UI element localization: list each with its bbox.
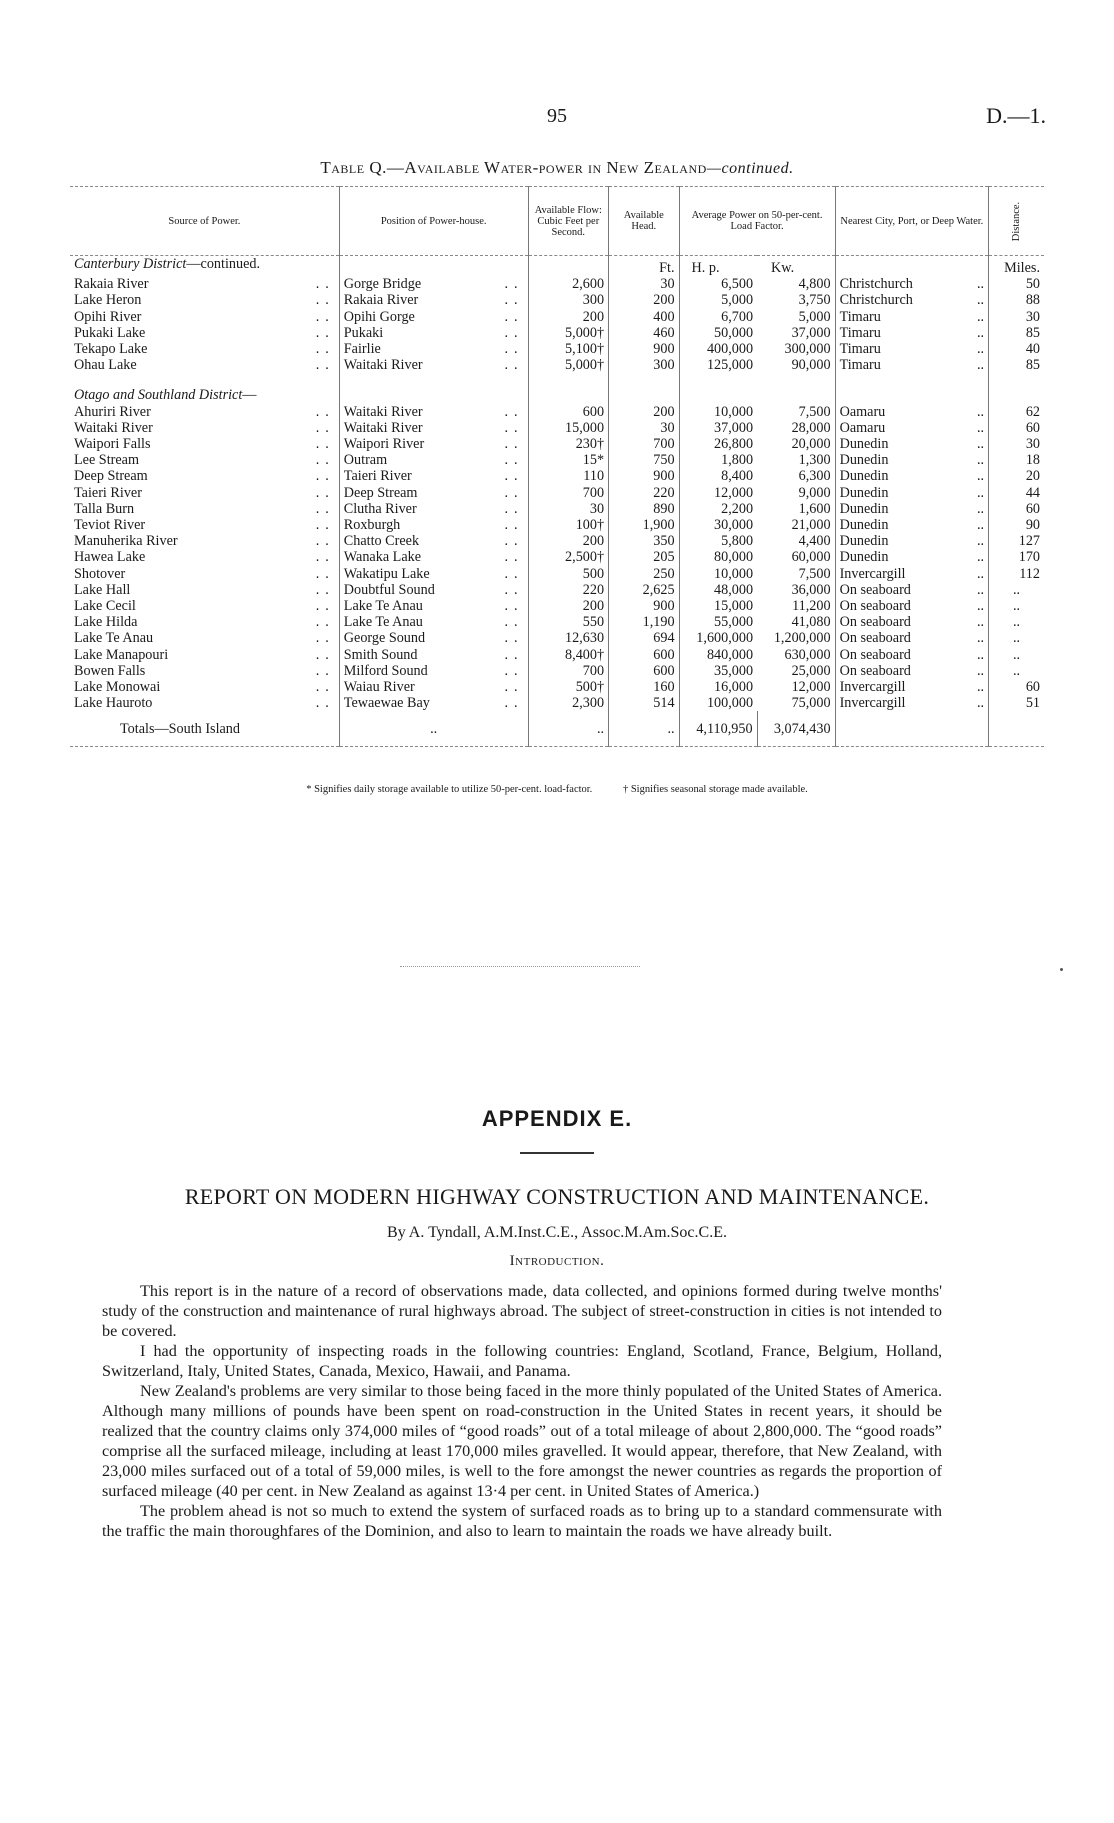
power-house-position: Wakatipu Lake ..: [339, 566, 528, 582]
paragraph-2: I had the opportunity of inspecting roads in the following countries: England, Scotland, France, Belgium, Holland, Switzerland, Italy, United States, Canada, Mexico, Hawaii, and Panama.: [102, 1342, 942, 1380]
available-flow: 700: [528, 485, 609, 501]
table-row: [70, 404, 1044, 420]
distance-miles: ..: [989, 630, 1044, 646]
power-hp: 6,700: [679, 309, 757, 325]
table-row: [70, 485, 1044, 501]
power-hp: 5,800: [679, 533, 757, 549]
col-header-flow: Available Flow: Cubic Feet per Second.: [528, 187, 609, 256]
page-number: 95: [547, 105, 567, 127]
power-kw: 20,000: [791, 436, 831, 453]
table-row: [70, 468, 1044, 484]
nearest-city: Dunedin ..: [835, 468, 989, 484]
nearest-city: Oamaru ..: [835, 420, 989, 436]
power-hp: 1,600,000: [679, 630, 757, 646]
available-flow: 550: [528, 614, 609, 630]
nearest-city: Oamaru ..: [835, 404, 989, 420]
nearest-city: Timaru ..: [835, 341, 989, 357]
source-of-power: Hawea Lake ..: [74, 549, 335, 566]
distance-miles: 60: [989, 679, 1044, 695]
distance-miles: 85: [989, 357, 1044, 373]
nearest-city: Invercargill ..: [835, 566, 989, 582]
available-flow: 2,300: [528, 695, 609, 711]
table-row: [70, 533, 1044, 549]
table-row: [70, 420, 1044, 436]
distance-miles: ..: [989, 598, 1044, 614]
otago-rows: [70, 404, 1044, 712]
district-label-canterbury: Canterbury District—continued.: [74, 256, 261, 272]
source-of-power: Lake Manapouri ..: [74, 646, 335, 663]
available-head: 300: [609, 357, 679, 373]
table-title-suffix: —continued.: [706, 160, 794, 177]
power-kw: 12,000: [791, 679, 831, 696]
power-hp: 125,000: [679, 357, 757, 373]
power-hp: 10,000: [679, 404, 757, 420]
power-house-position: Gorge Bridge ..: [339, 276, 528, 292]
col-header-head: Available Head.: [609, 187, 679, 256]
available-head: 250: [609, 566, 679, 582]
distance-miles: 51: [989, 695, 1044, 711]
power-kw: 4,400: [798, 533, 831, 550]
nearest-city: On seaboard ..: [835, 598, 989, 614]
canterbury-rows: [70, 276, 1044, 373]
power-kw: 7,500: [798, 565, 831, 582]
available-head: 890: [609, 501, 679, 517]
power-hp: 55,000: [679, 614, 757, 630]
distance-miles: 50: [989, 276, 1044, 292]
available-flow: 100†: [528, 517, 609, 533]
power-house-position: Lake Te Anau ..: [339, 598, 528, 614]
power-kw: 60,000: [791, 549, 831, 566]
source-of-power: Bowen Falls ..: [74, 662, 335, 679]
available-flow: 30: [528, 501, 609, 517]
power-hp: 26,800: [679, 436, 757, 452]
introduction-body: [102, 1281, 942, 1541]
unit-hp: H. p.: [679, 256, 757, 277]
available-head: 160: [609, 679, 679, 695]
unit-kw: Kw.: [771, 260, 795, 276]
paragraph-4: The problem ahead is not so much to extend the system of surfaced roads as to bring up to a standard commensurate with the traffic the main thoroughfares of the Dominion, and also to learn to maintain the roads we have already built.: [102, 1502, 942, 1540]
available-flow: 5,000†: [528, 325, 609, 341]
power-house-position: Opihi Gorge ..: [339, 309, 528, 325]
source-of-power: Teviot River ..: [74, 517, 335, 534]
appendix-rule: [520, 1152, 594, 1154]
table-row: [70, 549, 1044, 565]
source-of-power: Deep Stream ..: [74, 468, 335, 485]
footnote-daily-storage: * Signifies daily storage available to utilize 50-per-cent. load-factor.: [306, 784, 593, 795]
distance-miles: 30: [989, 436, 1044, 452]
power-kw: 6,300: [798, 468, 831, 485]
nearest-city: Dunedin ..: [835, 501, 989, 517]
power-hp: 16,000: [679, 679, 757, 695]
power-kw: 9,000: [798, 484, 831, 501]
source-of-power: Taieri River ..: [74, 484, 335, 501]
distance-miles: ..: [989, 614, 1044, 630]
distance-miles: 62: [989, 404, 1044, 420]
power-kw: 7,500: [798, 403, 831, 420]
nearest-city: Dunedin ..: [835, 485, 989, 501]
distance-miles: ..: [989, 647, 1044, 663]
power-hp: 5,000: [679, 292, 757, 308]
available-head: 600: [609, 663, 679, 679]
nearest-city: On seaboard ..: [835, 614, 989, 630]
nearest-city: Dunedin ..: [835, 517, 989, 533]
totals-flow: ..: [528, 711, 609, 746]
nearest-city: Dunedin ..: [835, 436, 989, 452]
distance-miles: 112: [989, 566, 1044, 582]
available-head: 750: [609, 452, 679, 468]
power-hp: 840,000: [679, 647, 757, 663]
power-house-position: Waiau River ..: [339, 679, 528, 695]
available-flow: 220: [528, 582, 609, 598]
available-flow: 700: [528, 663, 609, 679]
col-header-city: Nearest City, Port, or Deep Water.: [835, 187, 989, 256]
footnote-seasonal-storage: † Signifies seasonal storage made available.: [622, 784, 808, 795]
source-of-power: Tekapo Lake ..: [74, 341, 335, 358]
power-house-position: Pukaki ..: [339, 325, 528, 341]
available-flow: 110: [528, 468, 609, 484]
available-head: 30: [609, 420, 679, 436]
nearest-city: Dunedin ..: [835, 549, 989, 565]
table-row: [70, 663, 1044, 679]
nearest-city: Dunedin ..: [835, 452, 989, 468]
power-house-position: Waitaki River ..: [339, 420, 528, 436]
power-hp: 8,400: [679, 468, 757, 484]
totals-kw: 3,074,430: [757, 711, 835, 746]
units-row: [70, 256, 1044, 277]
source-of-power: Lee Stream ..: [74, 452, 335, 469]
power-hp: 48,000: [679, 582, 757, 598]
available-head: 200: [609, 404, 679, 420]
table-row: [70, 357, 1044, 373]
nearest-city: Timaru ..: [835, 325, 989, 341]
document-reference: D.—1.: [986, 103, 1046, 128]
power-house-position: Taieri River ..: [339, 468, 528, 484]
power-kw: 90,000: [791, 357, 831, 374]
power-kw: 1,200,000: [773, 630, 831, 647]
source-of-power: Lake Te Anau ..: [74, 630, 335, 647]
power-kw: 11,200: [792, 598, 831, 615]
source-of-power: Talla Burn ..: [74, 500, 335, 517]
power-kw: 37,000: [791, 324, 831, 341]
available-flow: 12,630: [528, 630, 609, 646]
power-kw: 75,000: [791, 695, 831, 712]
table-row: [70, 325, 1044, 341]
source-of-power: Lake Cecil ..: [74, 598, 335, 615]
power-kw: 300,000: [784, 341, 831, 358]
table-row: [70, 566, 1044, 582]
power-hp: 50,000: [679, 325, 757, 341]
power-house-position: Doubtful Sound ..: [339, 582, 528, 598]
nearest-city: Christchurch ..: [835, 276, 989, 292]
power-house-position: Lake Te Anau ..: [339, 614, 528, 630]
nearest-city: Dunedin ..: [835, 533, 989, 549]
available-flow: 500†: [528, 679, 609, 695]
paragraph-1: This report is in the nature of a record of observations made, data collected, and opinions formed during twelve months' study of the construction and maintenance of rural highways abroad. The subject of street-construction in cities is not intended to be covered.: [102, 1282, 942, 1340]
source-of-power: Lake Hauroto ..: [74, 695, 335, 712]
source-of-power: Manuherika River ..: [74, 533, 335, 550]
distance-miles: 170: [989, 549, 1044, 565]
available-head: 2,625: [609, 582, 679, 598]
nearest-city: Invercargill ..: [835, 679, 989, 695]
available-head: 350: [609, 533, 679, 549]
power-hp: 6,500: [679, 276, 757, 292]
distance-miles: 40: [989, 341, 1044, 357]
table-row: [70, 276, 1044, 292]
power-kw: 1,300: [798, 452, 831, 469]
available-head: 30: [609, 276, 679, 292]
distance-miles: 60: [989, 501, 1044, 517]
source-of-power: Lake Hall ..: [74, 581, 335, 598]
table-row: [70, 292, 1044, 308]
table-row: [70, 517, 1044, 533]
power-hp: 1,800: [679, 452, 757, 468]
totals-hp: 4,110,950: [679, 711, 757, 746]
available-flow: 500: [528, 566, 609, 582]
source-of-power: Ahuriri River ..: [74, 403, 335, 420]
power-hp: 100,000: [679, 695, 757, 711]
totals-position: ..: [339, 711, 528, 746]
available-head: 694: [609, 630, 679, 646]
district-label-otago: Otago and Southland District—: [74, 387, 257, 404]
source-of-power: Rakaia River ..: [74, 276, 335, 293]
available-flow: 300: [528, 292, 609, 308]
available-head: 900: [609, 341, 679, 357]
power-hp: 35,000: [679, 663, 757, 679]
power-hp: 400,000: [679, 341, 757, 357]
nearest-city: Timaru ..: [835, 357, 989, 373]
appendix-heading: APPENDIX E.: [481, 1106, 633, 1131]
nearest-city: Timaru ..: [835, 309, 989, 325]
distance-miles: 127: [989, 533, 1044, 549]
table-row: [70, 630, 1044, 646]
power-house-position: Chatto Creek ..: [339, 533, 528, 549]
power-house-position: Roxburgh ..: [339, 517, 528, 533]
table-row: [70, 695, 1044, 711]
col-header-power: Average Power on 50-per-cent. Load Factor.: [679, 187, 835, 256]
source-of-power: Waipori Falls ..: [74, 436, 335, 453]
available-flow: 600: [528, 404, 609, 420]
totals-head: ..: [609, 711, 679, 746]
distance-miles: 30: [989, 309, 1044, 325]
introduction-heading: Introduction.: [509, 1253, 605, 1269]
col-header-position: Position of Power-house.: [339, 187, 528, 256]
power-house-position: Tewaewae Bay ..: [339, 695, 528, 711]
available-head: 220: [609, 485, 679, 501]
source-of-power: Pukaki Lake ..: [74, 324, 335, 341]
power-house-position: Wanaka Lake ..: [339, 549, 528, 565]
table-row: [70, 679, 1044, 695]
nearest-city: Christchurch ..: [835, 292, 989, 308]
power-hp: 2,200: [679, 501, 757, 517]
power-kw: 630,000: [784, 646, 831, 663]
available-head: 600: [609, 647, 679, 663]
available-head: 200: [609, 292, 679, 308]
available-flow: 200: [528, 533, 609, 549]
power-kw: 28,000: [791, 419, 831, 436]
source-of-power: Ohau Lake ..: [74, 357, 335, 374]
distance-miles: 85: [989, 325, 1044, 341]
power-house-position: Waipori River ..: [339, 436, 528, 452]
distance-miles: 88: [989, 292, 1044, 308]
source-of-power: Lake Monowai ..: [74, 679, 335, 696]
source-of-power: Waitaki River ..: [74, 419, 335, 436]
report-title: REPORT ON MODERN HIGHWAY CONSTRUCTION AND MAINTENANCE.: [184, 1184, 930, 1209]
available-flow: 200: [528, 598, 609, 614]
nearest-city: On seaboard ..: [835, 582, 989, 598]
table-row: [70, 582, 1044, 598]
source-of-power: Opihi River ..: [74, 308, 335, 325]
available-head: 1,190: [609, 614, 679, 630]
available-flow: 5,100†: [528, 341, 609, 357]
power-house-position: Smith Sound ..: [339, 647, 528, 663]
totals-label: Totals—South Island: [120, 721, 240, 738]
table-row: [70, 647, 1044, 663]
available-head: 1,900: [609, 517, 679, 533]
power-kw: 41,080: [791, 614, 831, 631]
power-house-position: Fairlie ..: [339, 341, 528, 357]
print-dot: [1060, 968, 1063, 971]
source-of-power: Lake Hilda ..: [74, 614, 335, 631]
table-row: [70, 309, 1044, 325]
table-header-row: [70, 187, 1044, 256]
power-hp: 30,000: [679, 517, 757, 533]
nearest-city: Invercargill ..: [835, 695, 989, 711]
section-separator: [400, 966, 640, 967]
available-head: 900: [609, 468, 679, 484]
power-kw: 36,000: [791, 581, 831, 598]
power-kw: 25,000: [791, 662, 831, 679]
power-house-position: Deep Stream ..: [339, 485, 528, 501]
distance-miles: 60: [989, 420, 1044, 436]
available-head: 400: [609, 309, 679, 325]
table-footnotes: [0, 784, 1114, 795]
available-head: 514: [609, 695, 679, 711]
totals-row: [70, 711, 1044, 746]
power-hp: 80,000: [679, 549, 757, 565]
available-head: 460: [609, 325, 679, 341]
col-header-distance: Distance.: [989, 187, 1044, 256]
distance-miles: ..: [989, 582, 1044, 598]
table-title: [0, 158, 1114, 178]
power-hp: 37,000: [679, 420, 757, 436]
power-house-position: Outram ..: [339, 452, 528, 468]
power-house-position: Waitaki River ..: [339, 404, 528, 420]
power-kw: 4,800: [798, 276, 831, 293]
power-kw: 1,600: [798, 500, 831, 517]
source-of-power: Shotover ..: [74, 565, 335, 582]
table-title-prefix: Table Q.—: [320, 158, 405, 177]
distance-miles: 90: [989, 517, 1044, 533]
power-hp: 15,000: [679, 598, 757, 614]
water-power-table: [70, 186, 1044, 747]
power-house-position: Waitaki River ..: [339, 357, 528, 373]
otago-label-row: [70, 387, 1044, 403]
available-flow: 15*: [528, 452, 609, 468]
power-kw: 5,000: [798, 308, 831, 325]
table-title-main: Available Water-power in New Zealand: [404, 158, 707, 177]
power-hp: 12,000: [679, 485, 757, 501]
distance-miles: 20: [989, 468, 1044, 484]
distance-miles: 18: [989, 452, 1044, 468]
author-byline: By A. Tyndall, A.M.Inst.C.E., Assoc.M.Am.Soc.C.E.: [387, 1224, 727, 1241]
power-house-position: Milford Sound ..: [339, 663, 528, 679]
table-row: [70, 598, 1044, 614]
available-flow: 5,000†: [528, 357, 609, 373]
distance-miles: 44: [989, 485, 1044, 501]
power-house-position: Rakaia River ..: [339, 292, 528, 308]
table-row: [70, 436, 1044, 452]
nearest-city: On seaboard ..: [835, 663, 989, 679]
source-of-power: Lake Heron ..: [74, 292, 335, 309]
table-row: [70, 452, 1044, 468]
power-kw: 21,000: [791, 517, 831, 534]
nearest-city: On seaboard ..: [835, 647, 989, 663]
available-flow: 230†: [528, 436, 609, 452]
available-head: 700: [609, 436, 679, 452]
distance-miles: ..: [989, 663, 1044, 679]
paragraph-3: New Zealand's problems are very similar to those being faced in the more thinly populated of the United States of America. Although many millions of pounds have been spent on road-construction in the United States in recent years, it should be realized that the country claims only 374,000 miles of “good roads” out of a total mileage of about 2,800,000. The “good roads” comprise all the surfaced mileage, including at least 170,000 miles gravelled. It would appear, therefore, that New Zealand, with 23,000 miles surfaced out of a total of 59,000 miles, is well to the fore amongst the newer countries as regards the proportion of surfaced mileage (40 per cent. in New Zealand as against 13·4 per cent. in United States of America.): [102, 1382, 942, 1500]
col-header-source: Source of Power.: [70, 187, 339, 256]
table-row: [70, 614, 1044, 630]
available-flow: 8,400†: [528, 647, 609, 663]
power-kw: 3,750: [798, 292, 831, 309]
power-hp: 10,000: [679, 566, 757, 582]
available-flow: 15,000: [528, 420, 609, 436]
power-house-position: Clutha River ..: [339, 501, 528, 517]
table-row: [70, 341, 1044, 357]
available-flow: 2,600: [528, 276, 609, 292]
unit-head: Ft.: [609, 256, 679, 277]
available-head: 900: [609, 598, 679, 614]
available-flow: 2,500†: [528, 549, 609, 565]
power-house-position: George Sound ..: [339, 630, 528, 646]
available-flow: 200: [528, 309, 609, 325]
available-head: 205: [609, 549, 679, 565]
table-row: [70, 501, 1044, 517]
unit-distance: Miles.: [989, 256, 1044, 277]
nearest-city: On seaboard ..: [835, 630, 989, 646]
